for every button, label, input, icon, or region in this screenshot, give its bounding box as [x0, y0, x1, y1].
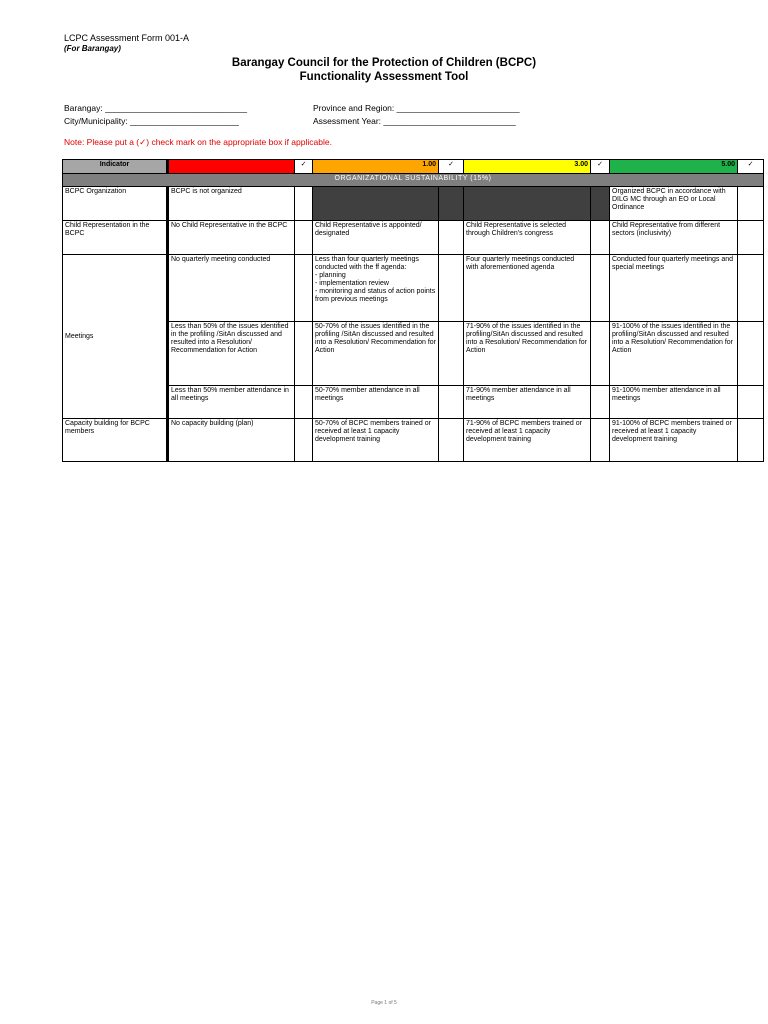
indicator-cell: Meetings — [63, 255, 168, 419]
checkbox-cell[interactable] — [738, 221, 764, 255]
checkbox-cell[interactable] — [295, 187, 313, 221]
table-row — [63, 419, 764, 462]
red-level-header — [168, 160, 295, 174]
green-level-cell: 91-100% member attendance in all meetings — [610, 386, 738, 419]
checkbox-cell[interactable] — [591, 386, 610, 419]
assessment-table — [62, 159, 764, 462]
orange-level-score: 1.00 — [313, 160, 439, 174]
checkbox-cell[interactable] — [738, 322, 764, 386]
yellow-level-score: 3.00 — [464, 160, 591, 174]
yellow-level-cell: Child Representative is selected through Children's congress — [464, 221, 591, 255]
table-row — [63, 187, 764, 221]
checkbox-cell[interactable] — [295, 255, 313, 322]
yellow-level-cell: 71-90% of the issues identified in the profiling/SitAn discussed and resulted into a Resolution/ Recommendation for Action — [464, 322, 591, 386]
checkbox-cell[interactable] — [439, 386, 464, 419]
red-level-cell: No Child Representative in the BCPC — [168, 221, 295, 255]
province-field[interactable]: Province and Region: __________________________ — [313, 103, 520, 113]
red-level-cell: No quarterly meeting conducted — [168, 255, 295, 322]
table-row — [63, 386, 764, 419]
checkbox-cell[interactable] — [295, 419, 313, 462]
form-number: LCPC Assessment Form 001-A — [64, 33, 190, 43]
red-level-cell: No capacity building (plan) — [168, 419, 295, 462]
checkbox-cell[interactable] — [738, 255, 764, 322]
orange-level-cell — [313, 187, 439, 221]
orange-level-cell: 50-70% of the issues identified in the profiling /SitAn discussed and resulted into a Resolution/ Recommendation for Action — [313, 322, 439, 386]
checkbox-cell[interactable] — [295, 386, 313, 419]
checkbox-cell[interactable] — [295, 322, 313, 386]
checkbox-cell[interactable] — [439, 419, 464, 462]
check-mark-icon: ✓ — [439, 160, 464, 174]
checkbox-cell — [439, 187, 464, 221]
indicator-cell: Child Representation in the BCPC — [63, 221, 168, 255]
checkbox-cell[interactable] — [591, 221, 610, 255]
yellow-level-cell: 71-90% member attendance in all meetings — [464, 386, 591, 419]
orange-level-cell: 50-70% member attendance in all meetings — [313, 386, 439, 419]
checkbox-cell[interactable] — [738, 187, 764, 221]
green-level-cell: 91-100% of the issues identified in the profiling/SitAn discussed and resulted into a Resolution/ Recommendation for Action — [610, 322, 738, 386]
yellow-level-cell — [464, 187, 591, 221]
checkbox-cell — [591, 187, 610, 221]
green-level-cell: Organized BCPC in accordance with DILG MC through an EO or Local Ordinance — [610, 187, 738, 221]
section-row — [63, 174, 764, 187]
checkbox-cell[interactable] — [738, 386, 764, 419]
red-level-cell: Less than 50% member attendance in all meetings — [168, 386, 295, 419]
yellow-level-cell: Four quarterly meetings conducted with aforementioned agenda — [464, 255, 591, 322]
checkbox-cell[interactable] — [738, 419, 764, 462]
table-row — [63, 221, 764, 255]
green-level-cell: Conducted four quarterly meetings and special meetings — [610, 255, 738, 322]
document-subtitle: Functionality Assessment Tool — [299, 71, 469, 83]
checkbox-cell[interactable] — [439, 255, 464, 322]
orange-level-cell: Less than four quarterly meetings conducted with the ff agenda: - planning - implementation review - monitoring and status of action points from previous meetings — [313, 255, 439, 322]
check-mark-icon: ✓ — [591, 160, 610, 174]
year-field[interactable]: Assessment Year: ____________________________ — [313, 116, 516, 126]
red-level-cell: Less than 50% of the issues identified in the profiling /SitAn discussed and resulted into a Resolution/ Recommendation for Action — [168, 322, 295, 386]
header-row — [63, 160, 764, 174]
checkbox-cell[interactable] — [591, 322, 610, 386]
check-mark-icon: ✓ — [295, 160, 313, 174]
yellow-level-cell: 71-90% of BCPC members trained or received at least 1 capacity development training — [464, 419, 591, 462]
red-level-cell: BCPC is not organized — [168, 187, 295, 221]
checkbox-cell[interactable] — [439, 322, 464, 386]
checkbox-cell[interactable] — [439, 221, 464, 255]
green-level-cell: Child Representative from different sectors (inclusivity) — [610, 221, 738, 255]
checkbox-cell[interactable] — [591, 255, 610, 322]
form-for: (For Barangay) — [64, 44, 121, 53]
barangay-field[interactable]: Barangay: ______________________________ — [64, 103, 247, 113]
orange-level-cell: Child Representative is appointed/ designated — [313, 221, 439, 255]
section-title: ORGANIZATIONAL SUSTAINABILITY (15%) — [63, 174, 764, 187]
orange-level-cell: 50-70% of BCPC members trained or received at least 1 capacity development training — [313, 419, 439, 462]
green-level-score: 5.00 — [610, 160, 738, 174]
indicator-cell: BCPC Organization — [63, 187, 168, 221]
checkbox-cell[interactable] — [591, 419, 610, 462]
green-level-cell: 91-100% of BCPC members trained or received at least 1 capacity development training — [610, 419, 738, 462]
table-row — [63, 322, 764, 386]
indicator-header: Indicator — [63, 160, 168, 174]
instruction-note: Note: Please put a (✓) check mark on the appropriate box if applicable. — [64, 137, 332, 147]
indicator-cell: Capacity building for BCPC members — [63, 419, 168, 462]
page-number: Page 1 of 5 — [371, 1000, 397, 1006]
checkbox-cell[interactable] — [295, 221, 313, 255]
city-field[interactable]: City/Municipality: _______________________ — [64, 116, 239, 126]
document-title: Barangay Council for the Protection of Children (BCPC) — [231, 57, 537, 69]
check-mark-icon: ✓ — [738, 160, 764, 174]
table-row — [63, 255, 764, 322]
